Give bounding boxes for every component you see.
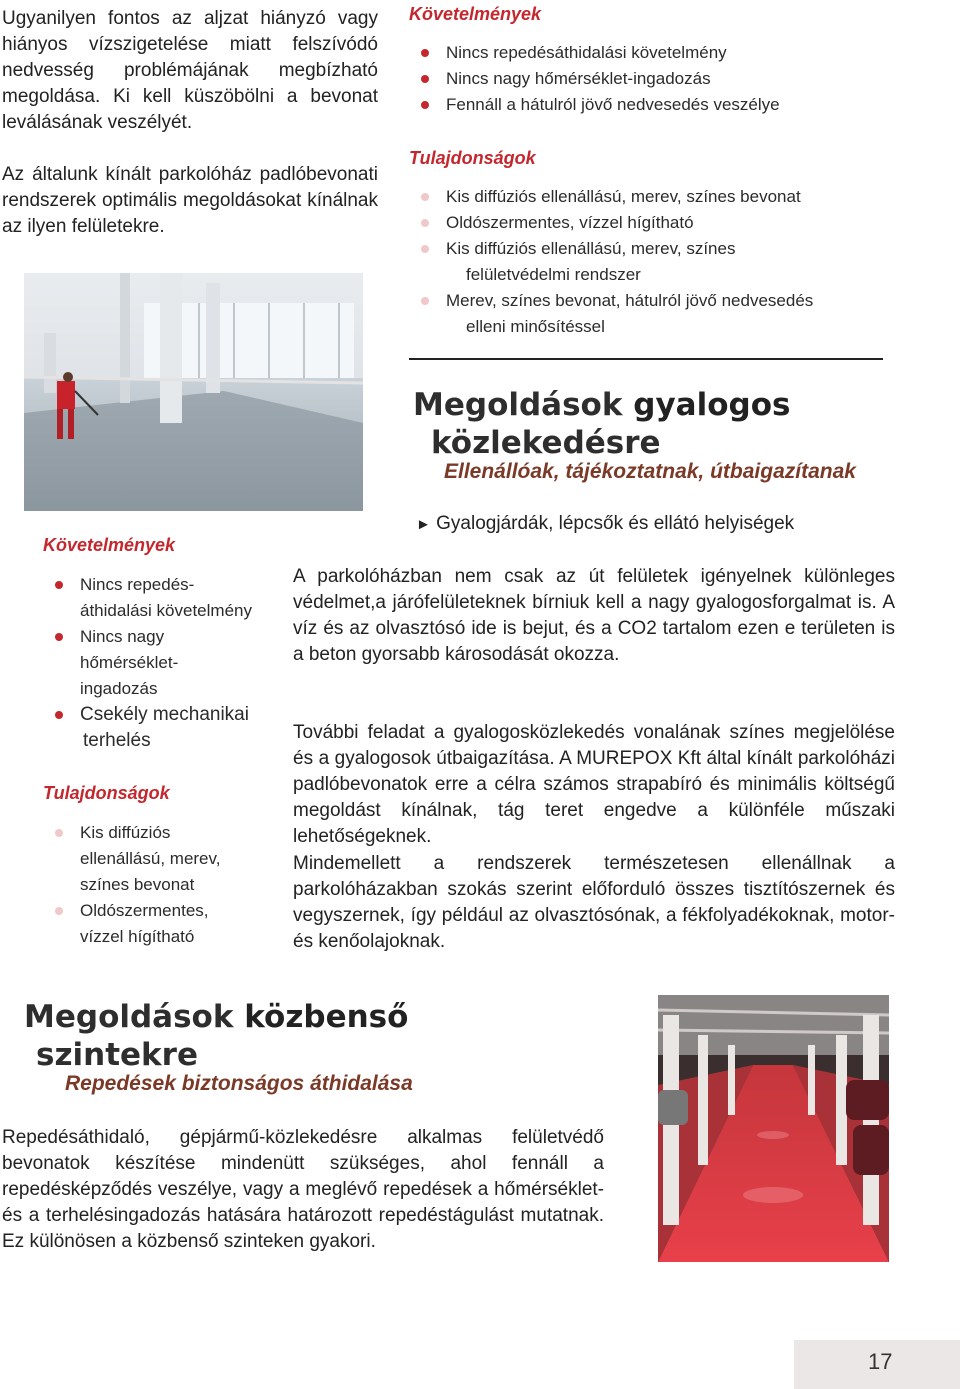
- bullet-icon: [55, 829, 63, 837]
- list-item: Kis diffúziós ellenállású, merev, színes bevonat: [409, 184, 909, 210]
- bullet-icon: [421, 219, 429, 227]
- bullet-icon: [55, 711, 63, 719]
- page-number: 17: [868, 1349, 893, 1374]
- intermediate-section-title: Megoldások közbenső szintekre: [24, 999, 409, 1073]
- properties-heading-2: Tulajdonságok: [43, 783, 170, 803]
- bullet-icon: [421, 245, 429, 253]
- properties-list-2: [43, 820, 283, 950]
- intermediate-paragraph: Repedésáthidaló, gépjármű-közlekedésre alkalmas felületvédő bevonatok készítése mindenütt szükséges, ahol fennáll a repedésképződés veszélye, vagy a meglévő repedések a hőmérséklet- és a terhelésingadozás hatására határozott repedéstágulást mutatnak. Ez különösen a közbenső szinteken gyakori.: [2, 1127, 604, 1252]
- requirements-heading-2: Követelmények: [43, 535, 176, 555]
- bullet-icon: [421, 101, 429, 109]
- list-item: Nincs nagy hőmérséklet- ingadozás: [43, 624, 283, 702]
- list-item: Nincs repedésáthidalási követelmény: [409, 40, 889, 66]
- properties-list: [409, 184, 909, 340]
- list-item: Oldószermentes, vízzel hígítható: [409, 210, 909, 236]
- intermediate-section-subtitle: Repedések biztonságos áthidalása: [65, 1072, 413, 1095]
- bullet-icon: [421, 193, 429, 201]
- divider: [409, 358, 883, 360]
- bullet-icon: [55, 633, 63, 641]
- list-item: Nincs repedés- áthidalási követelmény: [43, 572, 283, 624]
- page-number-box: [794, 1340, 960, 1389]
- bullet-icon: [55, 907, 63, 915]
- list-item: Merev, színes bevonat, hátulról jövő nedvesedés elleni minősítéssel: [409, 288, 909, 340]
- list-item: Nincs nagy hőmérséklet-ingadozás: [409, 66, 889, 92]
- bullet-icon: [421, 297, 429, 305]
- intro-paragraph-2: Az általunk kínált parkolóház padlóbevonati rendszerek optimális megoldásokat kínálnak az ilyen felületekre.: [2, 164, 378, 237]
- requirements-list-2: [43, 572, 283, 754]
- requirements-heading: Követelmények: [409, 4, 542, 24]
- requirements-list: [409, 40, 889, 118]
- bullet-icon: [421, 49, 429, 57]
- bullet-icon: [421, 75, 429, 83]
- properties-heading: Tulajdonságok: [409, 148, 536, 168]
- pedestrian-paragraph-1: A parkolóházban nem csak az út felületek igényelnek különleges védelmet,a járófelületeknek bírniuk kell a nagy gyalogosforgalmat is. A víz és az olvasztósó ide is bejut, és a CO2 tartalom ezen e területen is a beton gyorsabb károsodását okozza.: [293, 566, 895, 665]
- pedestrian-section-title: Megoldások gyalogos közlekedésre: [413, 387, 791, 461]
- list-item: Kis diffúziós ellenállású, merev, színes felületvédelmi rendszer: [409, 236, 909, 288]
- list-item: Fennáll a hátulról jövő nedvesedés veszélye: [409, 92, 889, 118]
- pedestrian-section-subtitle: Ellenállóak, tájékoztatnak, útbaigazítanak: [444, 460, 856, 483]
- pedestrian-paragraph-3: Mindemellett a rendszerek természetesen ellenállnak a parkolóházakban szokás szerint előforduló összes tisztítószernek és vegyszernek, így például az olvasztósónak, a fékfolyadékoknak, motor- és kenőolajoknak.: [293, 853, 895, 952]
- arrow-right-icon: ►: [416, 516, 431, 533]
- bullet-icon: [55, 581, 63, 589]
- list-item: Oldószermentes, vízzel hígítható: [43, 898, 283, 950]
- parking-hall-photo: [24, 273, 363, 511]
- list-item: Kis diffúziós ellenállású, merev, színes bevonat: [43, 820, 283, 898]
- intro-paragraph-1: Ugyanilyen fontos az aljzat hiányzó vagy hiányos vízszigetelése miatt felszívódó nedvesség problémájának megbízható megoldása. Ki kell küszöbölni a bevonat leválásának veszélyét.: [2, 8, 378, 133]
- list-item: Csekély mechanikai terhelés: [43, 702, 283, 754]
- pedestrian-area-item: ► Gyalogjárdák, lépcsők és ellátó helyiségek: [416, 513, 795, 534]
- pedestrian-paragraph-2: További feladat a gyalogosközlekedés vonalának színes megjelölése és a gyalogosok útbaigazítása. A MUREPOX Kft által kínált parkolóházi padlóbevonatok erre a célra számos strapabíró és minimális költségű megoldást kínálnak, tág teret engedve a különféle műszaki lehetőségeknek.: [293, 722, 895, 847]
- red-parking-deck-photo: [658, 995, 889, 1262]
